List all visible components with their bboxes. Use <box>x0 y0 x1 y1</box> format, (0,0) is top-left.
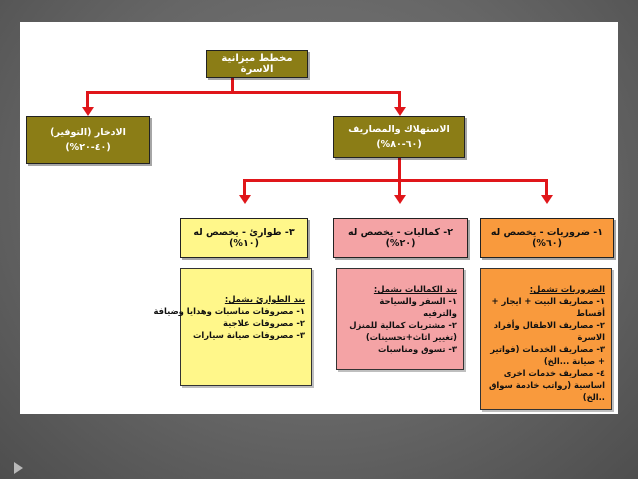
connector-to-spending <box>398 91 401 107</box>
luxuries-category-box <box>333 218 468 258</box>
necessities-details-box <box>480 268 612 410</box>
emergencies-category-label: ٣- طوارئ - يخصص له (١٠%) <box>193 227 295 249</box>
spending-label: الاستهلاك والمصاريف <box>348 124 450 135</box>
connector-top-horizontal <box>86 91 401 94</box>
savings-label: الادخار (التوفير) <box>50 127 126 138</box>
connector-spending-down <box>398 158 401 180</box>
arrow-to-spending <box>394 107 406 116</box>
necessities-category-box <box>480 218 614 258</box>
luxuries-details-heading: بند الكماليات يشمل: <box>373 284 457 294</box>
savings-range: (٤٠-٢٠%) <box>65 142 111 153</box>
connector-top-down <box>231 78 234 92</box>
connector-to-necessities <box>545 179 548 195</box>
necessities-detail-item: ٣- مصاريف الخدمات (فواتير + صيانة ...الخ) <box>490 344 605 366</box>
necessities-detail-item: ٤- مصاريف خدمات اخرى اساسية (رواتب خادمة سواق ..الخ) <box>488 368 605 402</box>
arrow-to-savings <box>82 107 94 116</box>
emergencies-detail-item: ٢- مصروفات علاجية <box>223 318 305 328</box>
savings-box <box>26 116 150 164</box>
luxuries-details-box <box>336 268 464 370</box>
necessities-detail-item: ٢- مصاريف الاطفال وأفراد الاسرة <box>493 320 605 342</box>
emergencies-detail-item: ١- مصروفات مناسبات وهدايا وضيافة <box>153 306 305 316</box>
connector-to-luxuries <box>398 179 401 195</box>
arrow-to-necessities <box>541 195 553 204</box>
emergencies-details-heading: بند الطوارئ يشمل: <box>224 294 305 304</box>
necessities-detail-item: ١- مصاريف البيت + ايجار + أقساط <box>491 296 605 318</box>
connector-to-savings <box>86 91 89 107</box>
necessities-category-label: ١- ضروريات - يخصص له (٦٠%) <box>490 227 604 249</box>
emergencies-category-box <box>180 218 308 258</box>
budget-plan-title-box <box>206 50 308 78</box>
spending-range: (٦٠-٨٠%) <box>376 139 422 150</box>
arrow-to-emergencies <box>239 195 251 204</box>
luxuries-detail-item: ٢- مشتريات كمالية للمنزل (تغيير اثاث+تحسينات) <box>349 320 457 342</box>
slide-next-arrow-icon[interactable] <box>14 462 23 474</box>
emergencies-detail-item: ٣- مصروفات صيانة سيارات <box>192 330 305 340</box>
spending-box <box>333 116 465 158</box>
necessities-details-heading: الضروريات تشمل: <box>529 284 605 294</box>
connector-categories-horizontal <box>243 179 548 182</box>
budget-plan-title: مخطط ميزانية الاسرة <box>221 53 293 75</box>
luxuries-detail-item: ٣- تسوق ومناسبات <box>377 344 457 354</box>
budget-diagram <box>20 22 618 414</box>
connector-to-emergencies <box>243 179 246 195</box>
emergencies-details-box <box>153 268 312 386</box>
luxuries-detail-item: ١- السفر والسياحة والترفيه <box>379 296 457 318</box>
luxuries-category-label: ٢- كماليات - يخصص له (٢٠%) <box>347 227 453 249</box>
arrow-to-luxuries <box>394 195 406 204</box>
